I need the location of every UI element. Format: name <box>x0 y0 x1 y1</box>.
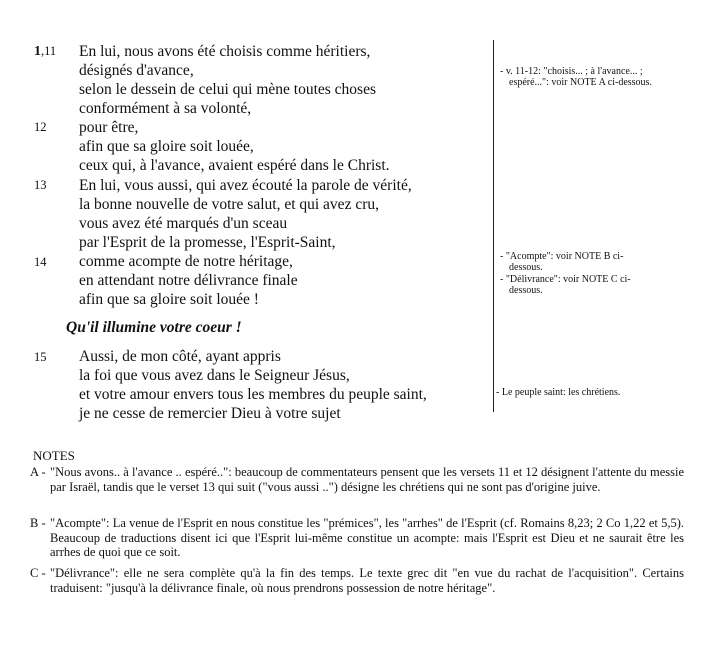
note-item <box>30 566 684 595</box>
section-heading: Qu'il illumine votre coeur ! <box>66 319 242 336</box>
note-item <box>30 465 684 494</box>
verse-line: afin que sa gloire soit louée ! <box>79 291 259 308</box>
verse-line: par l'Esprit de la promesse, l'Esprit-Saint, <box>79 234 336 251</box>
note-key: B - <box>30 516 46 530</box>
verse-line: vous avez été marqués d'un sceau <box>79 215 288 232</box>
verse-line: Aussi, de mon côté, ayant appris <box>79 348 281 365</box>
margin-note: - "Délivrance": voir NOTE C ci- dessous. <box>500 274 631 296</box>
verse-number: 12 <box>34 120 47 134</box>
verse-line: désignés d'avance, <box>79 62 194 79</box>
note-text: "Nous avons.. à l'avance .. espéré..": beaucoup de commentateurs pensent que les versets 11 et 12 désignent l'attente du messie par Israël, tandis que le verset 13 qui suit ("vous aussi ..") désigne les chrétiens qui ne sont pas d'origine juive. <box>50 465 684 494</box>
verse-column <box>0 40 493 422</box>
verse-line: En lui, nous avons été choisis comme héritiers, <box>79 43 371 60</box>
note-key: A - <box>30 465 46 479</box>
verse-line: je ne cesse de remercier Dieu à votre sujet <box>79 405 341 422</box>
verse-number: 14 <box>34 255 47 269</box>
verse-line: comme acompte de notre héritage, <box>79 253 293 270</box>
note-item <box>30 516 684 560</box>
verse-line: la bonne nouvelle de votre salut, et qui avez cru, <box>79 196 379 213</box>
verse-line: et votre amour envers tous les membres du peuple saint, <box>79 386 427 403</box>
margin-note: - "Acompte": voir NOTE B ci- dessous. <box>500 251 624 273</box>
verse-number: 1,11 <box>34 44 57 59</box>
verse-line: En lui, vous aussi, qui avez écouté la parole de vérité, <box>79 177 412 194</box>
note-key: C - <box>30 566 46 580</box>
verse-line: en attendant notre délivrance finale <box>79 272 298 289</box>
verse-line: conformément à sa volonté, <box>79 100 252 117</box>
verse-number: 13 <box>34 178 47 192</box>
verse-line: selon le dessein de celui qui mène toutes choses <box>79 81 377 98</box>
verse-number: 15 <box>34 350 47 364</box>
verse-line: ceux qui, à l'avance, avaient espéré dans le Christ. <box>79 157 390 174</box>
verse-line: afin que sa gloire soit louée, <box>79 138 254 155</box>
note-text: "Acompte": La venue de l'Esprit en nous constitue les "prémices", les "arrhes" de l'Esprit (cf. Romains 8,23; 2 Co 1,22 et 5,5). Beaucoup de traductions disent ici que l'Esprit lui-même constitue un acompte: mais l'Esprit est Dieu et ne saurait être les arrhes de quoi que ce soit. <box>50 516 684 559</box>
column-divider <box>493 40 494 412</box>
verse-line: la foi que vous avez dans le Seigneur Jésus, <box>79 367 350 384</box>
margin-note: - Le peuple saint: les chrétiens. <box>496 387 621 398</box>
verse-line: pour être, <box>79 119 139 136</box>
note-text: "Délivrance": elle ne sera complète qu'à la fin des temps. Le texte grec dit "en vue du rachat de l'acquisition". Certains traduisent: "jusqu'à la délivrance finale, où nous prendrons possession de notre héritage". <box>50 566 684 595</box>
margin-note: - v. 11-12: "choisis... ; à l'avance... ; espéré...": voir NOTE A ci-dessous. <box>500 66 652 88</box>
notes-title: NOTES <box>33 448 75 463</box>
